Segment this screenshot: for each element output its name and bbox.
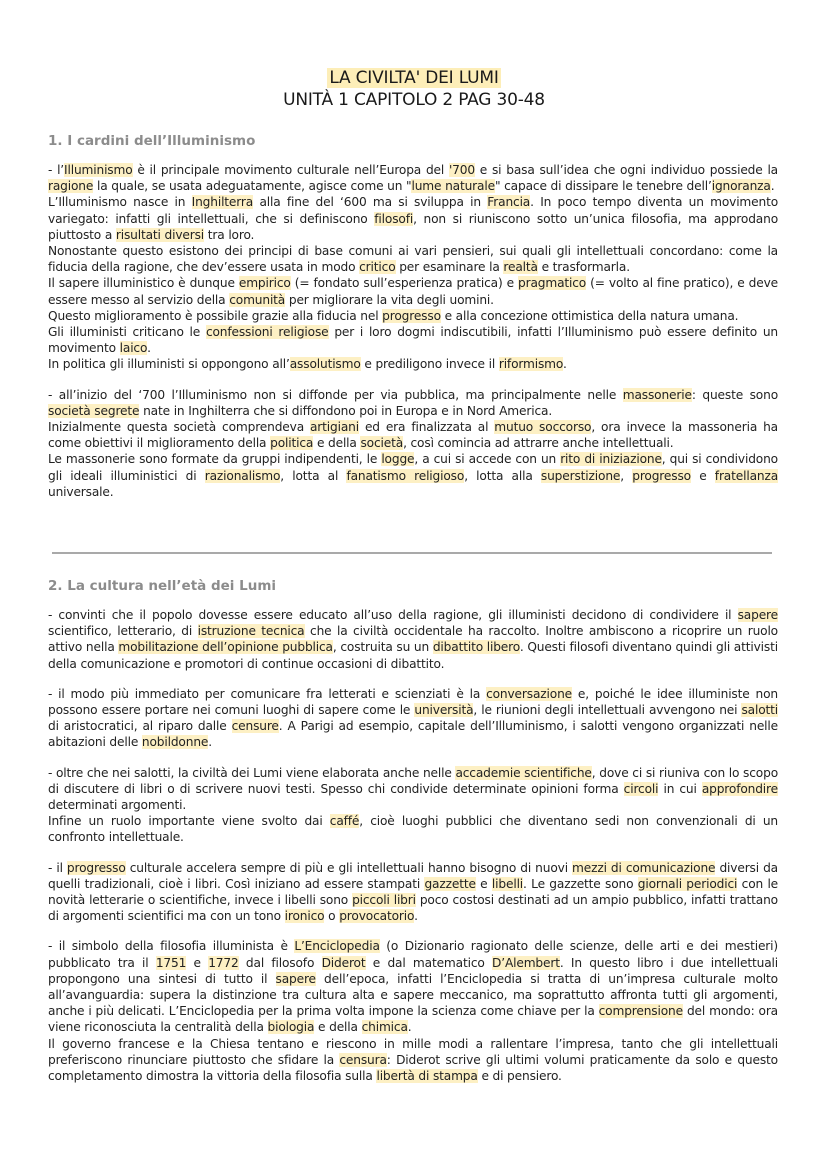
text-run: nate in Inghilterra che si diffondono poi in Europa e in Nord America.: [139, 403, 553, 418]
text-run: e di pensiero.: [477, 1069, 562, 1084]
text-run: , qui si condividono gli ideali illuministici di: [48, 452, 778, 483]
text-run: culturale accelera sempre di più e gli intellettuali hanno bisogno di nuovi: [125, 860, 573, 875]
paragraph: [48, 813, 778, 845]
paragraph: [48, 1036, 778, 1085]
text-run: . In questo libro i due intellettuali propongono una sintesi di tutto il: [48, 955, 779, 986]
highlighted-term: censura: [339, 1052, 387, 1067]
text-run: (= volto al fine pratico), e deve essere messo al servizio della: [48, 276, 778, 307]
highlighted-term: progresso: [632, 468, 691, 483]
text-run: che la civiltà occidentale ha raccolto. Inoltre ambiscono a ricoprire un ruolo attivo nella: [48, 624, 778, 655]
highlighted-term: L’Enciclopedia: [294, 939, 380, 954]
paragraph: [48, 194, 778, 243]
highlighted-term: provocatorio: [339, 909, 415, 924]
text-run: poco costosi destinati ad un ampio pubblico, infatti trattano di argomenti scientifici ma con un tono: [48, 893, 778, 924]
highlighted-term: censure: [231, 719, 279, 734]
highlighted-term: gazzette: [424, 876, 476, 891]
highlighted-term: comprensione: [598, 1004, 683, 1019]
text-run: In politica gli illuministi si oppongono all’: [48, 357, 290, 372]
text-run: , a cui si accede con un: [414, 452, 561, 467]
text-run: e: [475, 876, 492, 891]
highlighted-term: politica: [270, 436, 314, 451]
text-run: e: [186, 955, 209, 970]
text-run: .: [414, 909, 418, 924]
text-run: , cioè luoghi pubblici che diventano sedi non convenzionali di un confronto intellettuale.: [48, 814, 778, 845]
paragraph-group: [48, 686, 778, 751]
text-run: Nonostante questo esistono dei principi di base comuni ai vari pensieri, sui quali gli intellettuali concordano: come la fiducia della ragione, che dev’essere usata in modo: [48, 244, 778, 275]
highlighted-term: libertà di stampa: [376, 1069, 478, 1084]
text-run: e alla concezione ottimistica della natura umana.: [440, 308, 739, 323]
highlighted-term: Diderot: [321, 955, 366, 970]
highlighted-term: logge: [381, 452, 415, 467]
text-run: dell’epoca, infatti l’Enciclopedia si tratta di un’impresa culturale molto all’avanguardia: supera la distinzione tra cultura alta e sapere meccanico, ma soprattutto affronta tutti gli argomenti, anche i più delicati. L’Enciclopedia per la prima volta impone la scienza come chiave per la: [48, 971, 778, 1019]
highlighted-term: D’Alembert: [491, 955, 560, 970]
highlighted-term: ignoranza: [711, 179, 771, 194]
text-run: (o Dizionario ragionato delle scienze, delle arti e dei mestieri) pubblicato tra il: [48, 939, 778, 970]
text-run: tra loro.: [204, 227, 255, 242]
highlighted-term: comunità: [229, 292, 286, 307]
text-run: Inizialmente questa società comprendeva: [48, 420, 310, 435]
highlighted-term: filosofi: [374, 211, 414, 226]
paragraph: [48, 419, 778, 451]
highlighted-term: società segrete: [48, 403, 140, 418]
title-block: [0, 67, 828, 111]
text-run: Infine un ruolo importante viene svolto dai: [48, 814, 330, 829]
text-run: è il principale movimento culturale nell’Europa del: [132, 163, 449, 177]
paragraph: [48, 686, 778, 751]
text-run: per esaminare la: [395, 260, 504, 275]
highlighted-term: superstizione: [540, 468, 621, 483]
text-run: - all’inizio del ‘700 l’Illuminismo non si diffonde per via pubblica, ma principalmente nelle: [48, 387, 623, 402]
text-run: in cui: [658, 781, 702, 796]
text-run: .: [208, 735, 212, 750]
section-body: [48, 162, 778, 500]
text-run: Le massonerie sono formate da gruppi indipendenti, le: [48, 452, 382, 467]
text-run: Il sapere illuministico è dunque: [48, 276, 239, 291]
highlighted-term: caffé: [329, 814, 360, 829]
text-run: , le riunioni degli intellettuali avvengono nei: [473, 703, 742, 718]
highlighted-term: ragione: [48, 179, 94, 194]
paragraph: [48, 243, 778, 275]
text-run: e, poiché le idee illuministe non possono essere portare nei comuni luoghi di sapere come le: [48, 686, 778, 718]
text-run: , dove ci si riuniva con lo scopo di discutere di libri o di scrivere nuovi testi. Spesso chi condivide determinate opinioni forma: [48, 765, 778, 796]
text-run: . Le gazzette sono: [523, 876, 638, 891]
highlighted-term: ironico: [284, 909, 325, 924]
paragraph: [48, 607, 778, 672]
text-run: ed era finalizzata al: [358, 420, 495, 435]
text-run: . Questi filosofi diventano quindi gli attivisti della comunicazione e promotori di continue occasioni di dibattito.: [48, 640, 778, 671]
text-run: e prediligono invece il: [360, 357, 499, 372]
paragraph: [48, 451, 778, 500]
paragraph-group: [48, 387, 778, 500]
highlighted-term: libelli: [491, 876, 524, 891]
paragraph-group: [48, 607, 778, 672]
paragraph: [48, 162, 778, 194]
highlighted-term: riformismo: [498, 357, 563, 372]
highlighted-term: fratellanza: [714, 468, 779, 483]
paragraph: [48, 938, 778, 1035]
highlighted-term: confessioni religiose: [205, 325, 329, 340]
text-run: Questo miglioramento è possibile grazie alla fiducia nel: [48, 308, 383, 323]
highlighted-term: conversazione: [486, 686, 572, 701]
section-body: [48, 607, 778, 1084]
text-run: : queste sono: [691, 387, 778, 402]
text-run: per migliorare la vita degli uomini.: [285, 292, 494, 307]
highlighted-term: risultati diversi: [115, 227, 205, 242]
highlighted-term: fanatismo religioso: [346, 468, 465, 483]
highlighted-term: università: [414, 703, 474, 718]
paragraph: [48, 275, 778, 307]
text-run: - il modo più immediato per comunicare fra letterati e scienziati è la: [48, 686, 487, 701]
text-run: scientifico, letterario, di: [48, 624, 198, 639]
highlighted-term: sapere: [737, 608, 778, 622]
text-run: , ora invece la massoneria ha come obiettivi il miglioramento della: [48, 420, 778, 451]
section-cultura-eta-lumi: [48, 577, 778, 1098]
paragraph-group: [48, 765, 778, 846]
document-subtitle: UNITÀ 1 CAPITOLO 2 PAG 30-48: [283, 90, 545, 110]
text-run: universale.: [48, 484, 114, 499]
text-run: (= fondato sull’esperienza pratica) e: [290, 276, 518, 291]
text-run: e: [690, 468, 715, 483]
paragraph: [48, 324, 778, 356]
highlighted-term: circoli: [623, 781, 659, 796]
highlighted-term: mutuo soccorso: [494, 420, 592, 435]
highlighted-term: pragmatico: [518, 276, 587, 291]
highlighted-term: Inghilterra: [191, 195, 254, 210]
text-run: e dal matematico: [365, 955, 492, 970]
section-divider: [52, 552, 772, 554]
highlighted-term: chimica: [361, 1020, 408, 1035]
text-run: di aristocratici, al riparo dalle: [48, 719, 232, 734]
text-run: L’Illuminismo nasce in: [48, 195, 192, 210]
highlighted-term: lume naturale: [411, 179, 495, 194]
text-run: o: [324, 909, 340, 924]
text-run: Il governo francese e la Chiesa tentano e riescono in mille modi a rallentare l’impresa, tanto che gli intellettuali preferiscono rinunciare piuttosto che sfidare la: [48, 1036, 778, 1067]
text-run: del mondo: ora viene riconosciuta la centralità della: [48, 1004, 779, 1035]
highlighted-term: istruzione tecnica: [197, 624, 305, 639]
highlighted-term: dibattito libero: [432, 640, 520, 655]
text-run: Gli illuministi criticano le: [48, 325, 206, 340]
paragraph: [48, 387, 778, 419]
highlighted-term: piccoli libri: [352, 893, 416, 908]
highlighted-term: progresso: [66, 860, 126, 875]
highlighted-term: massonerie: [622, 387, 692, 402]
text-run: - il: [48, 860, 67, 875]
text-run: . In poco tempo diventa un movimento variegato: infatti gli intellettuali, che si definiscono: [48, 195, 779, 226]
text-run: , non si riuniscono sotto un’unica filosofia, ma approdano piuttosto a: [48, 211, 778, 242]
text-run: .: [563, 357, 567, 372]
paragraph-group: [48, 860, 778, 925]
document-title: [0, 67, 828, 89]
highlighted-term: assolutismo: [289, 357, 361, 372]
text-run: e si basa sull’idea che ogni individuo possiede la: [474, 163, 778, 177]
text-run: ,: [620, 468, 633, 483]
text-run: e trasformarla.: [537, 260, 630, 275]
text-run: diversi da quelli tradizionali, cioè i libri. Così iniziano ad essere stampati: [48, 860, 778, 891]
section-heading: 2. La cultura nell’età dei Lumi: [48, 578, 277, 594]
highlighted-term: approfondire: [701, 781, 778, 796]
paragraph-group: [48, 162, 778, 373]
highlighted-term: Francia: [487, 195, 531, 210]
highlighted-term: biologia: [267, 1020, 315, 1035]
highlighted-term: giornali periodici: [637, 876, 738, 891]
paragraph: [48, 860, 778, 925]
text-run: .: [147, 341, 151, 356]
text-run: - convinti che il popolo dovesse essere educato all’uso della ragione, gli illuministi decidono di condividere il: [48, 608, 738, 622]
highlighted-term: rito di iniziazione: [560, 452, 662, 467]
paragraph: [48, 765, 778, 814]
paragraph: [48, 356, 778, 372]
highlighted-term: mobilitazione dell’opinione pubblica: [118, 640, 333, 655]
section-heading: 1. I cardini dell’Illuminismo: [48, 133, 256, 149]
text-run: la quale, se usata adeguatamente, agisce come un ": [93, 179, 412, 194]
text-run: - l’: [48, 163, 65, 177]
highlighted-term: razionalismo: [204, 468, 281, 483]
highlighted-term: società: [360, 436, 404, 451]
text-run: " capace di dissipare le tenebre dell’: [494, 179, 712, 194]
text-run: , costruita su un: [332, 640, 433, 655]
paragraph-group: [48, 938, 778, 1084]
highlighted-term: salotti: [741, 703, 779, 718]
text-run: . A Parigi ad esempio, capitale dell’Illuminismo, i salotti vengono organizzati nelle abitazioni delle: [48, 719, 779, 750]
text-run: e della: [314, 1020, 362, 1035]
text-run: - oltre che nei salotti, la civiltà dei Lumi viene elaborata anche nelle: [48, 765, 456, 780]
text-run: , lotta alla: [464, 468, 541, 483]
text-run: per i loro dogmi indiscutibili, infatti l’Illuminismo può essere definito un movimento: [48, 325, 778, 356]
text-run: dal filosofo: [238, 955, 322, 970]
highlighted-term: sapere: [275, 971, 316, 986]
highlighted-term: laico: [119, 341, 148, 356]
highlighted-term: artigiani: [309, 420, 359, 435]
highlighted-term: accademie scientifiche: [455, 765, 592, 780]
paragraph: [48, 308, 778, 324]
text-run: - il simbolo della filosofia illuminista è: [48, 939, 295, 954]
text-run: e della: [313, 436, 361, 451]
highlighted-term: critico: [359, 260, 396, 275]
highlighted-term: mezzi di comunicazione: [572, 860, 716, 875]
highlighted-term: empirico: [238, 276, 291, 291]
highlighted-term: 1751: [155, 955, 187, 970]
highlighted-term: 1772: [208, 955, 239, 970]
text-run: determinati argomenti.: [48, 798, 187, 813]
text-run: .: [770, 179, 775, 194]
text-run: , così comincia ad attrarre anche intellettuali.: [403, 436, 674, 451]
highlighted-term: '700: [448, 163, 475, 177]
text-run: , lotta al: [280, 468, 347, 483]
highlighted-term: realtà: [503, 260, 538, 275]
text-run: con le novità letterarie o scientifiche, invece i libelli sono: [48, 876, 779, 908]
section-cardini-illuminismo: [48, 132, 778, 514]
document-title-text: LA CIVILTA' DEI LUMI: [329, 68, 499, 88]
text-run: : Diderot scrive gli ultimi volumi praticamente da solo e questo completamento dimostra la vittoria della filosofia sulla: [48, 1052, 778, 1084]
text-run: .: [407, 1020, 412, 1035]
highlighted-term: progresso: [382, 308, 441, 323]
highlighted-term: Illuminismo: [64, 163, 133, 177]
highlighted-term: nobildonne: [141, 735, 209, 750]
text-run: alla fine del ‘600 ma si sviluppa in: [253, 195, 488, 210]
